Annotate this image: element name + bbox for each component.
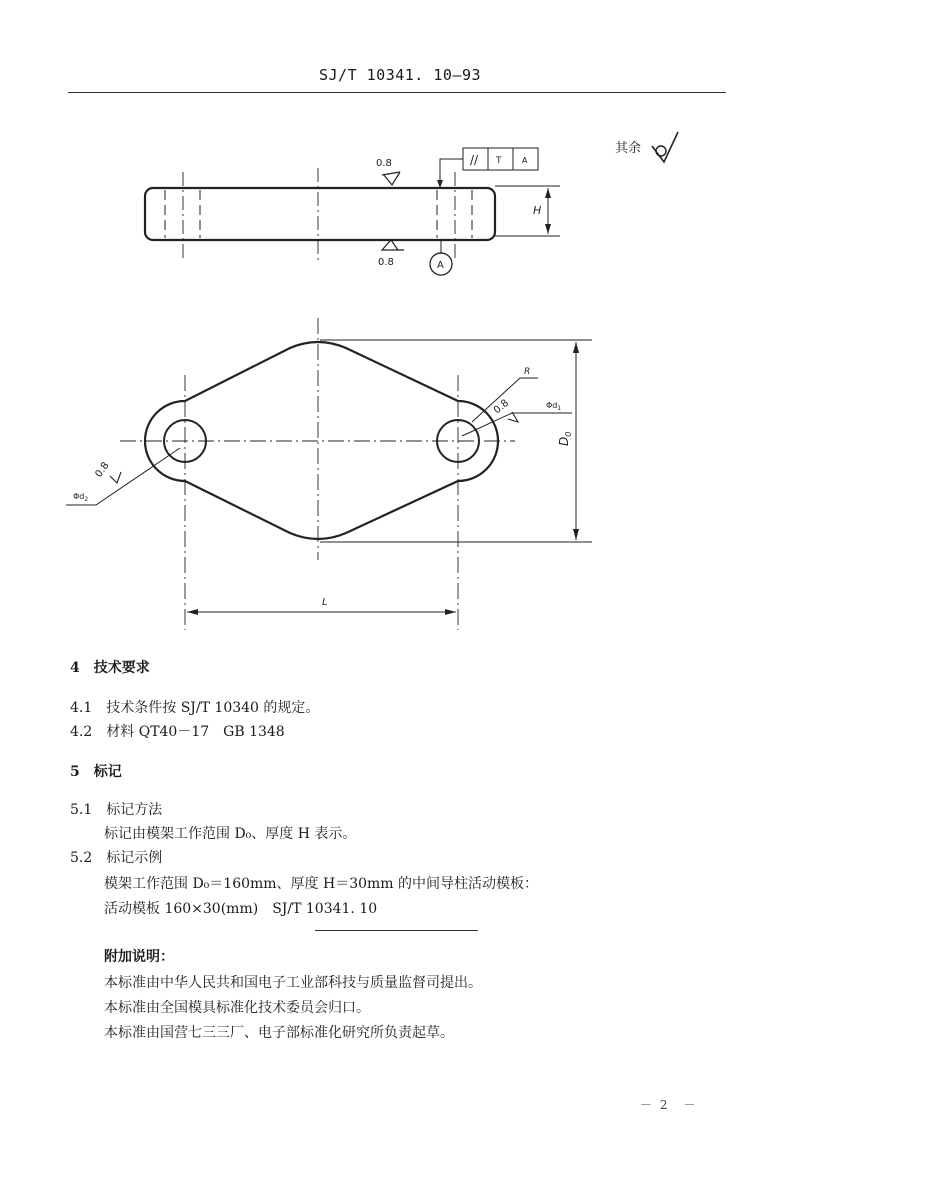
- hole-left-roughness-label: 0.8: [93, 460, 112, 480]
- datum-a-label: A: [437, 260, 444, 271]
- notes-line-2: 本标准由全国模具标准化技术委员会归口。: [104, 1000, 370, 1016]
- section-4-1: 4.1 技术条件按 SJ/T 10340 的规定。: [70, 700, 320, 716]
- side-view: [145, 148, 560, 275]
- document-code: SJ/T 10341. 10—93: [318, 66, 482, 84]
- dim-h-label: H: [533, 204, 542, 217]
- section-5-2-line1: 模架工作范围 D₀＝160mm、厚度 H＝30mm 的中间导柱活动模板：: [104, 876, 539, 892]
- hole-right-dia-label: $\Phi d_1$: [546, 401, 562, 412]
- parallelism-icon: //: [470, 153, 479, 167]
- technical-drawing: [0, 100, 950, 640]
- plate-plan-outline: [145, 342, 498, 539]
- section-divider: [315, 930, 478, 931]
- section-4-heading: 4 技术要求: [70, 660, 150, 676]
- notes-line-1: 本标准由中华人民共和国电子工业部科技与质量监督司提出。: [104, 975, 482, 991]
- notes-title: 附加说明：: [104, 949, 174, 965]
- roughness-top-icon: [382, 172, 400, 185]
- section-5-2-line2: 活动模板 160×30(mm) SJ/T 10341. 10: [104, 901, 378, 917]
- roughness-symbol-icon: [652, 132, 678, 162]
- hole-left-dia-label: $\Phi d_2$: [73, 492, 89, 503]
- section-4-2: 4.2 材料 QT40－17 GB 1348: [70, 724, 285, 740]
- tolerance-datum-label: A: [522, 156, 528, 165]
- plan-view: [66, 318, 592, 630]
- geometric-tolerance-frame: [437, 148, 538, 188]
- roughness-bottom-icon: [382, 240, 404, 250]
- section-5-1-text: 标记由模架工作范围 D₀、厚度 H 表示。: [104, 826, 357, 842]
- section-5-2-title: 5.2 标记示例: [70, 850, 163, 866]
- notes-line-3: 本标准由国营七三三厂、电子部标准化研究所负责起草。: [104, 1025, 454, 1041]
- dim-l-label: L: [322, 597, 328, 608]
- hole-right-roughness-label: 0.8: [491, 397, 512, 417]
- plate-side-outline: [145, 188, 495, 240]
- roughness-bottom-label: 0.8: [378, 257, 394, 268]
- tolerance-t-label: T: [496, 156, 502, 166]
- roughness-top-label: 0.8: [376, 158, 392, 169]
- hole-left-roughness-icon: [110, 472, 121, 483]
- section-5-1-title: 5.1 标记方法: [70, 802, 163, 818]
- header-rule: [68, 92, 726, 93]
- dim-r-label: R: [524, 367, 531, 377]
- page-number: － 2 －: [640, 1098, 698, 1112]
- section-5-heading: 5 标记: [70, 764, 122, 780]
- datum-a-symbol: [430, 240, 452, 275]
- rest-roughness-label: 其余: [615, 141, 642, 156]
- dim-d0-label: $D_0$: [557, 431, 573, 446]
